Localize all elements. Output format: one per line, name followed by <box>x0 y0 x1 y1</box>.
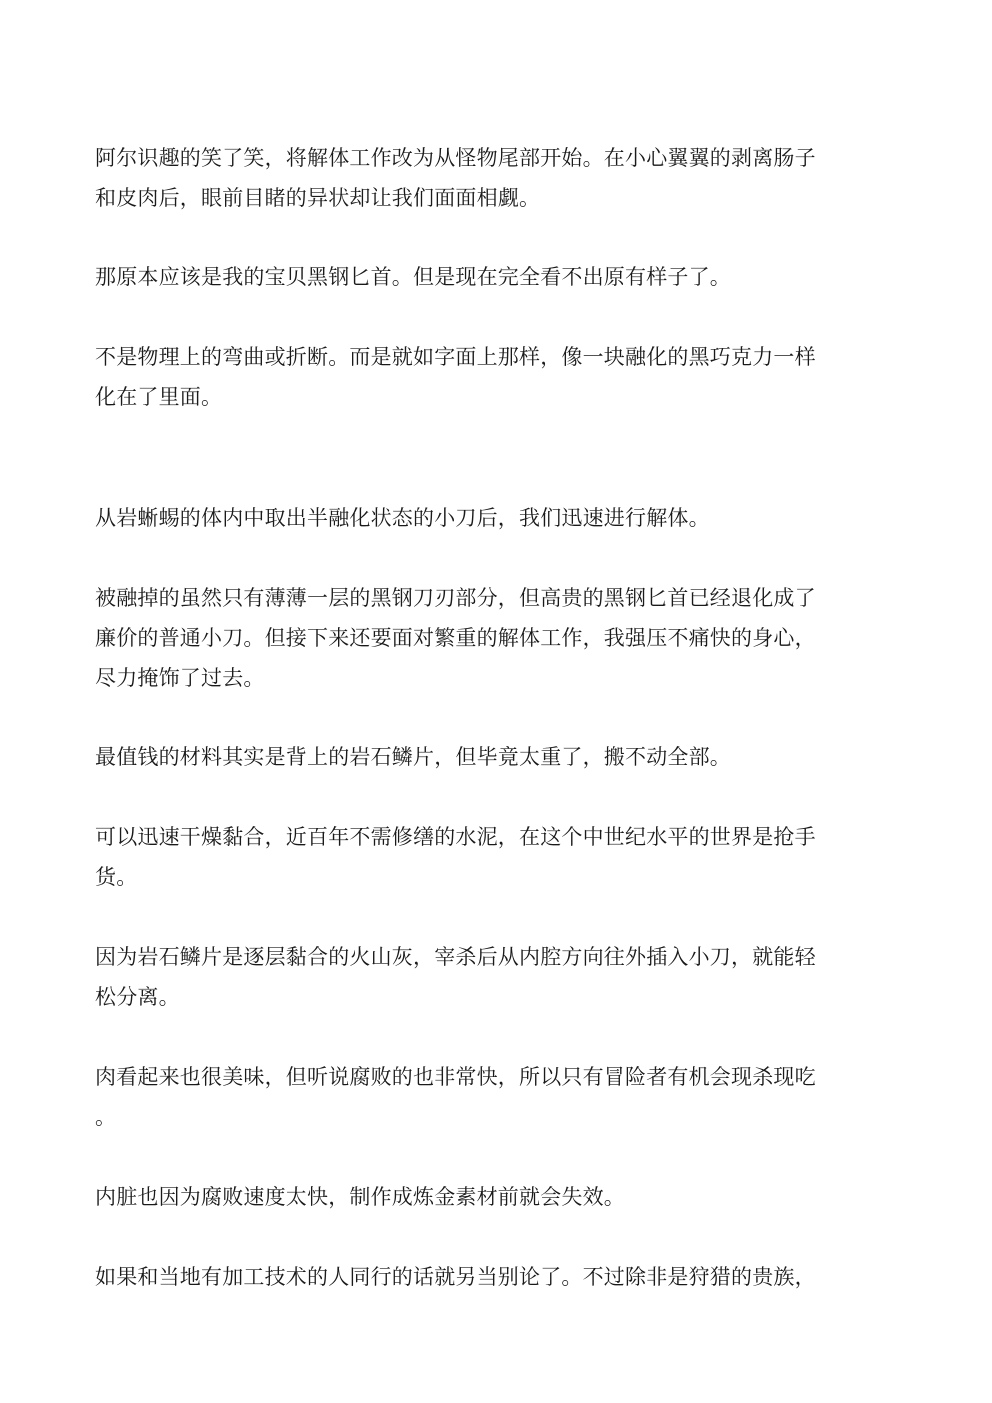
paragraph-6-line-1: 最值钱的材料其实是背上的岩石鳞片，但毕竟太重了，搬不动全部。 <box>95 745 731 769</box>
paragraph-8-line-1: 因为岩石鳞片是逐层黏合的火山灰，宰杀后从内腔方向往外插入小刀，就能轻 <box>95 945 816 969</box>
paragraph-11-line-1: 如果和当地有加工技术的人同行的话就另当别论了。不过除非是狩猎的贵族， <box>95 1265 816 1289</box>
paragraph-9-line-2: 。 <box>95 1105 117 1129</box>
paragraph-8-line-2: 松分离。 <box>95 985 180 1009</box>
paragraph-10-line-1: 内脏也因为腐败速度太快，制作成炼金素材前就会失效。 <box>95 1185 625 1209</box>
paragraph-9-line-1: 肉看起来也很美味，但听说腐败的也非常快，所以只有冒险者有机会现杀现吃 <box>95 1065 816 1089</box>
paragraph-2-line-1: 那原本应该是我的宝贝黑钢匕首。但是现在完全看不出原有样子了。 <box>95 265 731 289</box>
paragraph-1-line-1: 阿尔识趣的笑了笑，将解体工作改为从怪物尾部开始。在小心翼翼的剥离肠子 <box>95 146 816 170</box>
paragraph-5-line-1: 被融掉的虽然只有薄薄一层的黑钢刀刃部分，但高贵的黑钢匕首已经退化成了 <box>95 586 816 610</box>
paragraph-5-line-3: 尽力掩饰了过去。 <box>95 666 265 690</box>
paragraph-4-line-1: 从岩蜥蜴的体内中取出半融化状态的小刀后，我们迅速进行解体。 <box>95 506 710 530</box>
paragraph-1-line-2: 和皮肉后，眼前目睹的异状却让我们面面相觑。 <box>95 186 541 210</box>
paragraph-7-line-2: 货。 <box>95 865 138 889</box>
paragraph-3-line-1: 不是物理上的弯曲或折断。而是就如字面上那样，像一块融化的黑巧克力一样 <box>95 345 816 369</box>
paragraph-7-line-1: 可以迅速干燥黏合，近百年不需修缮的水泥，在这个中世纪水平的世界是抢手 <box>95 825 816 849</box>
paragraph-5-line-2: 廉价的普通小刀。但接下来还要面对繁重的解体工作，我强压不痛快的身心， <box>95 626 816 650</box>
paragraph-3-line-2: 化在了里面。 <box>95 385 223 409</box>
